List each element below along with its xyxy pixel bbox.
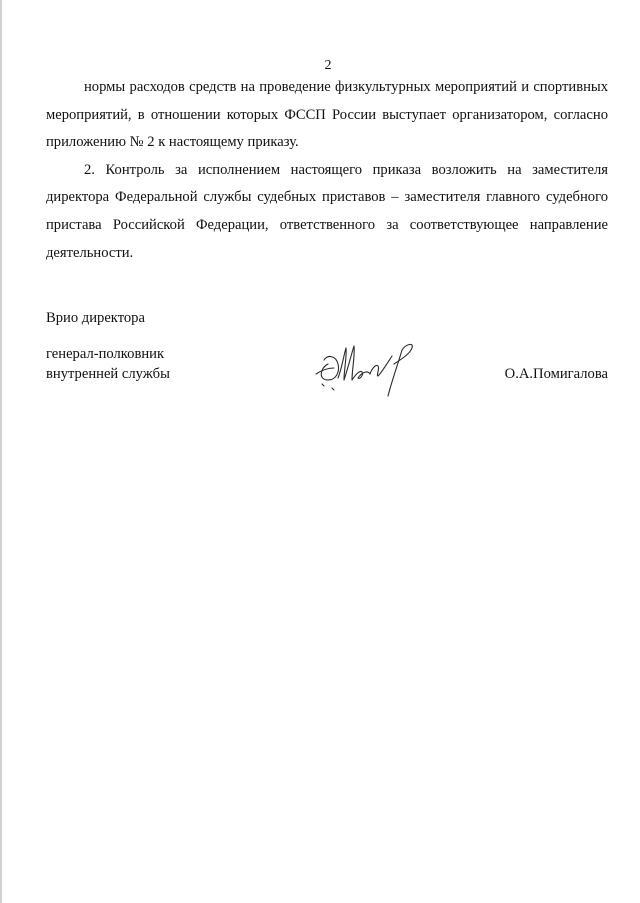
handwritten-signature-icon (314, 334, 426, 400)
signatory-name: О.А.Помигалова (504, 366, 608, 382)
signature-block (46, 310, 608, 410)
signatory-rank-line-2: внутренней службы (46, 366, 170, 382)
document-body (46, 74, 608, 267)
signatory-title: Врио директора (46, 310, 145, 326)
paragraph-continuation: нормы расходов средств на проведение физкультурных мероприятий и спортивных мероприятий, в отношении которых ФССП России выступает организатором, согласно приложению № 2 к настоящему приказу. (46, 79, 608, 151)
paragraph-control: 2. Контроль за исполнением настоящего приказа возложить на заместителя директора Федеральной службы судебных приставов – заместителя главного судебного пристава Российской Федерации, ответственного за соответствующее направление деятельности. (46, 161, 608, 261)
signatory-rank-line-1: генерал-полковник (46, 346, 165, 362)
page-edge (0, 0, 2, 903)
page-number: 2 (324, 58, 332, 73)
